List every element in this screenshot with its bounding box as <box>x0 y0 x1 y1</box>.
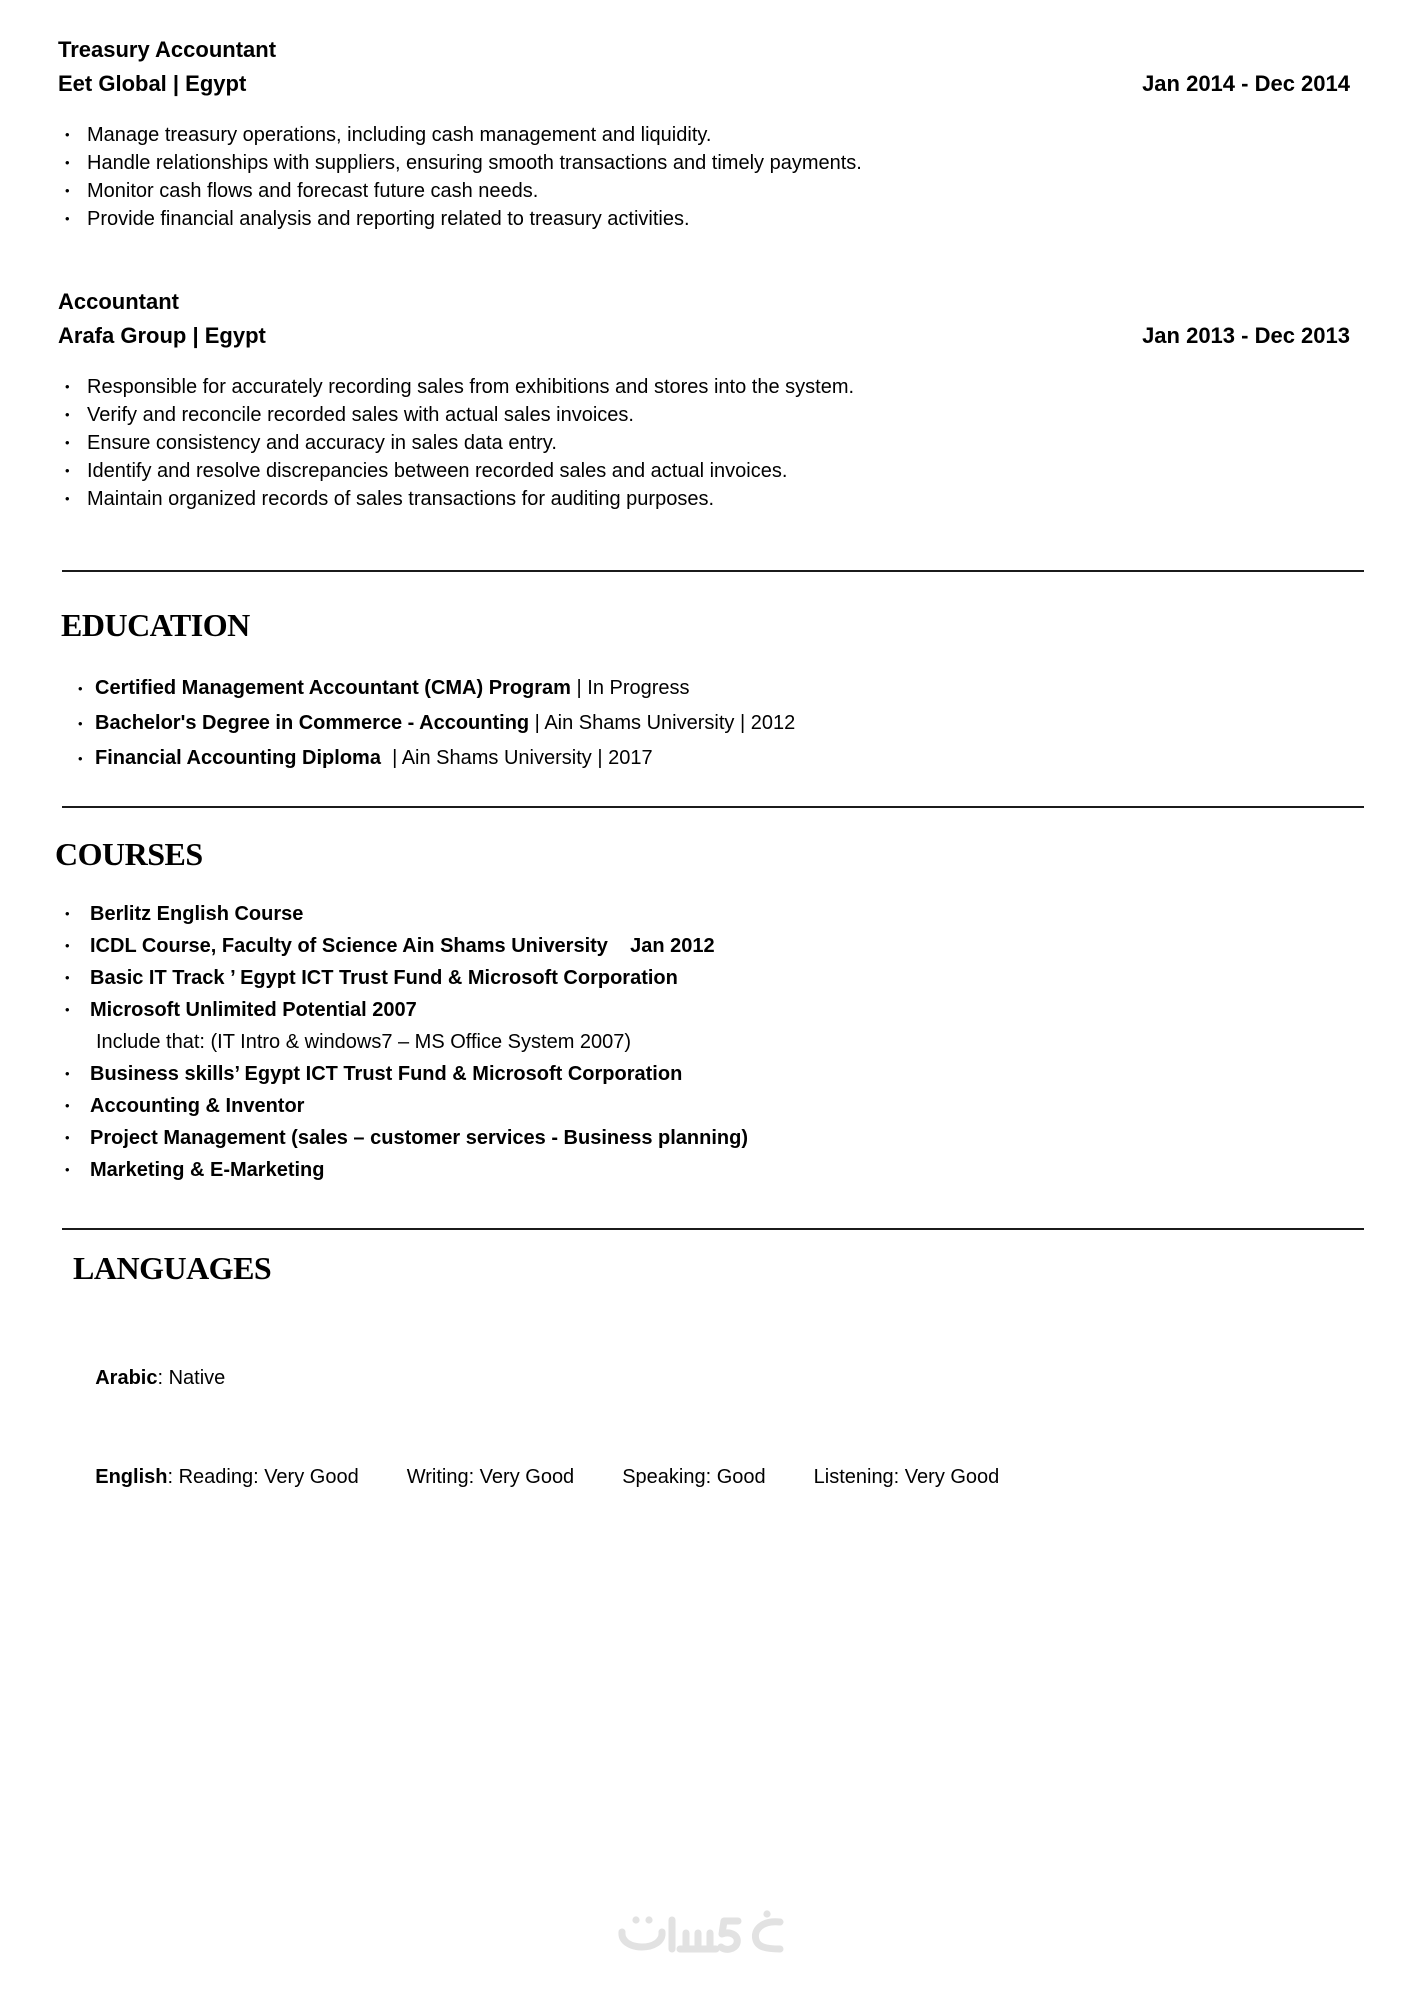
job-bullet: • Responsible for accurately recording sales from exhibitions and stores into the system. <box>58 373 1350 401</box>
company-name: Eet Global | Egypt <box>58 71 247 96</box>
courses-list <box>58 898 1350 1186</box>
course-item: • Project Management (sales – customer services - Business planning) <box>58 1122 1350 1154</box>
language-line-arabic <box>73 1329 1350 1428</box>
language-value: Speaking: Good <box>622 1466 766 1488</box>
job-bullet: • Manage treasury operations, including cash management and liquidity. <box>58 121 1350 149</box>
course-item: • Berlitz English Course <box>58 898 1350 930</box>
education-heading: EDUCATION <box>61 607 250 643</box>
languages-heading: LANGUAGES <box>73 1250 272 1286</box>
job-bullet-list <box>58 121 1350 233</box>
education-list <box>58 671 1350 776</box>
language-value: Listening: Very Good <box>813 1466 1000 1488</box>
job-bullet: • Provide financial analysis and reporting related to treasury activities. <box>58 205 1350 233</box>
job-bullet: • Handle relationships with suppliers, ensuring smooth transactions and timely payments. <box>58 149 1350 177</box>
job-entry-accountant <box>58 285 1350 513</box>
job-bullet: • Ensure consistency and accuracy in sales data entry. <box>58 429 1350 457</box>
education-item-details: | Ain Shams University | 2017 <box>380 747 653 769</box>
education-item-details: | In Progress <box>570 677 690 699</box>
date-range: Jan 2014 - Dec 2014 <box>1142 71 1350 96</box>
company-row <box>58 67 1350 101</box>
education-item-degree: Financial Accounting Diploma <box>95 747 381 769</box>
language-line-english <box>73 1428 1350 1527</box>
education-item-details: | Ain Shams University | 2012 <box>529 712 796 734</box>
job-entry-treasury-accountant <box>58 33 1350 233</box>
language-label: English <box>95 1466 168 1488</box>
education-item <box>58 741 1350 776</box>
education-item <box>58 671 1350 706</box>
job-bullet: • Monitor cash flows and forecast future cash needs. <box>58 177 1350 205</box>
section-divider <box>62 1228 1364 1230</box>
language-value: : Reading: Very Good <box>167 1466 359 1488</box>
khamsat-watermark-logo <box>612 1906 790 1966</box>
course-item: • ICDL Course, Faculty of Science Ain Shams University Jan 2012 <box>58 930 1350 962</box>
course-item: • Business skills’ Egypt ICT Trust Fund & Microsoft Corporation <box>58 1058 1350 1090</box>
course-item: • Basic IT Track ’ Egypt ICT Trust Fund & Microsoft Corporation <box>58 962 1350 994</box>
courses-heading: COURSES <box>55 836 203 872</box>
course-item: • Marketing & E-Marketing <box>58 1154 1350 1186</box>
section-divider <box>62 806 1364 808</box>
job-bullet: • Maintain organized records of sales transactions for auditing purposes. <box>58 485 1350 513</box>
education-item <box>58 706 1350 741</box>
education-item-degree: Certified Management Accountant (CMA) Program <box>95 677 571 699</box>
company-name: Arafa Group | Egypt <box>58 323 266 348</box>
language-label: Arabic <box>95 1367 158 1389</box>
course-item: • Accounting & Inventor <box>58 1090 1350 1122</box>
job-bullet: • Identify and resolve discrepancies between recorded sales and actual invoices. <box>58 457 1350 485</box>
section-divider <box>62 570 1364 572</box>
language-value: Writing: Very Good <box>406 1466 575 1488</box>
job-title: Treasury Accountant <box>58 37 277 62</box>
course-item-note: Include that: (IT Intro & windows7 – MS Office System 2007) <box>96 1031 632 1053</box>
education-item-degree: Bachelor's Degree in Commerce - Accounting <box>95 712 530 734</box>
date-range: Jan 2013 - Dec 2013 <box>1142 323 1350 348</box>
company-row <box>58 319 1350 353</box>
job-title: Accountant <box>58 289 179 314</box>
language-value: : Native <box>157 1367 226 1389</box>
khamsat-logo-icon <box>612 1906 790 1966</box>
course-item: • Microsoft Unlimited Potential 2007 <box>58 994 1350 1026</box>
job-bullet-list <box>58 373 1350 513</box>
job-bullet: • Verify and reconcile recorded sales with actual sales invoices. <box>58 401 1350 429</box>
